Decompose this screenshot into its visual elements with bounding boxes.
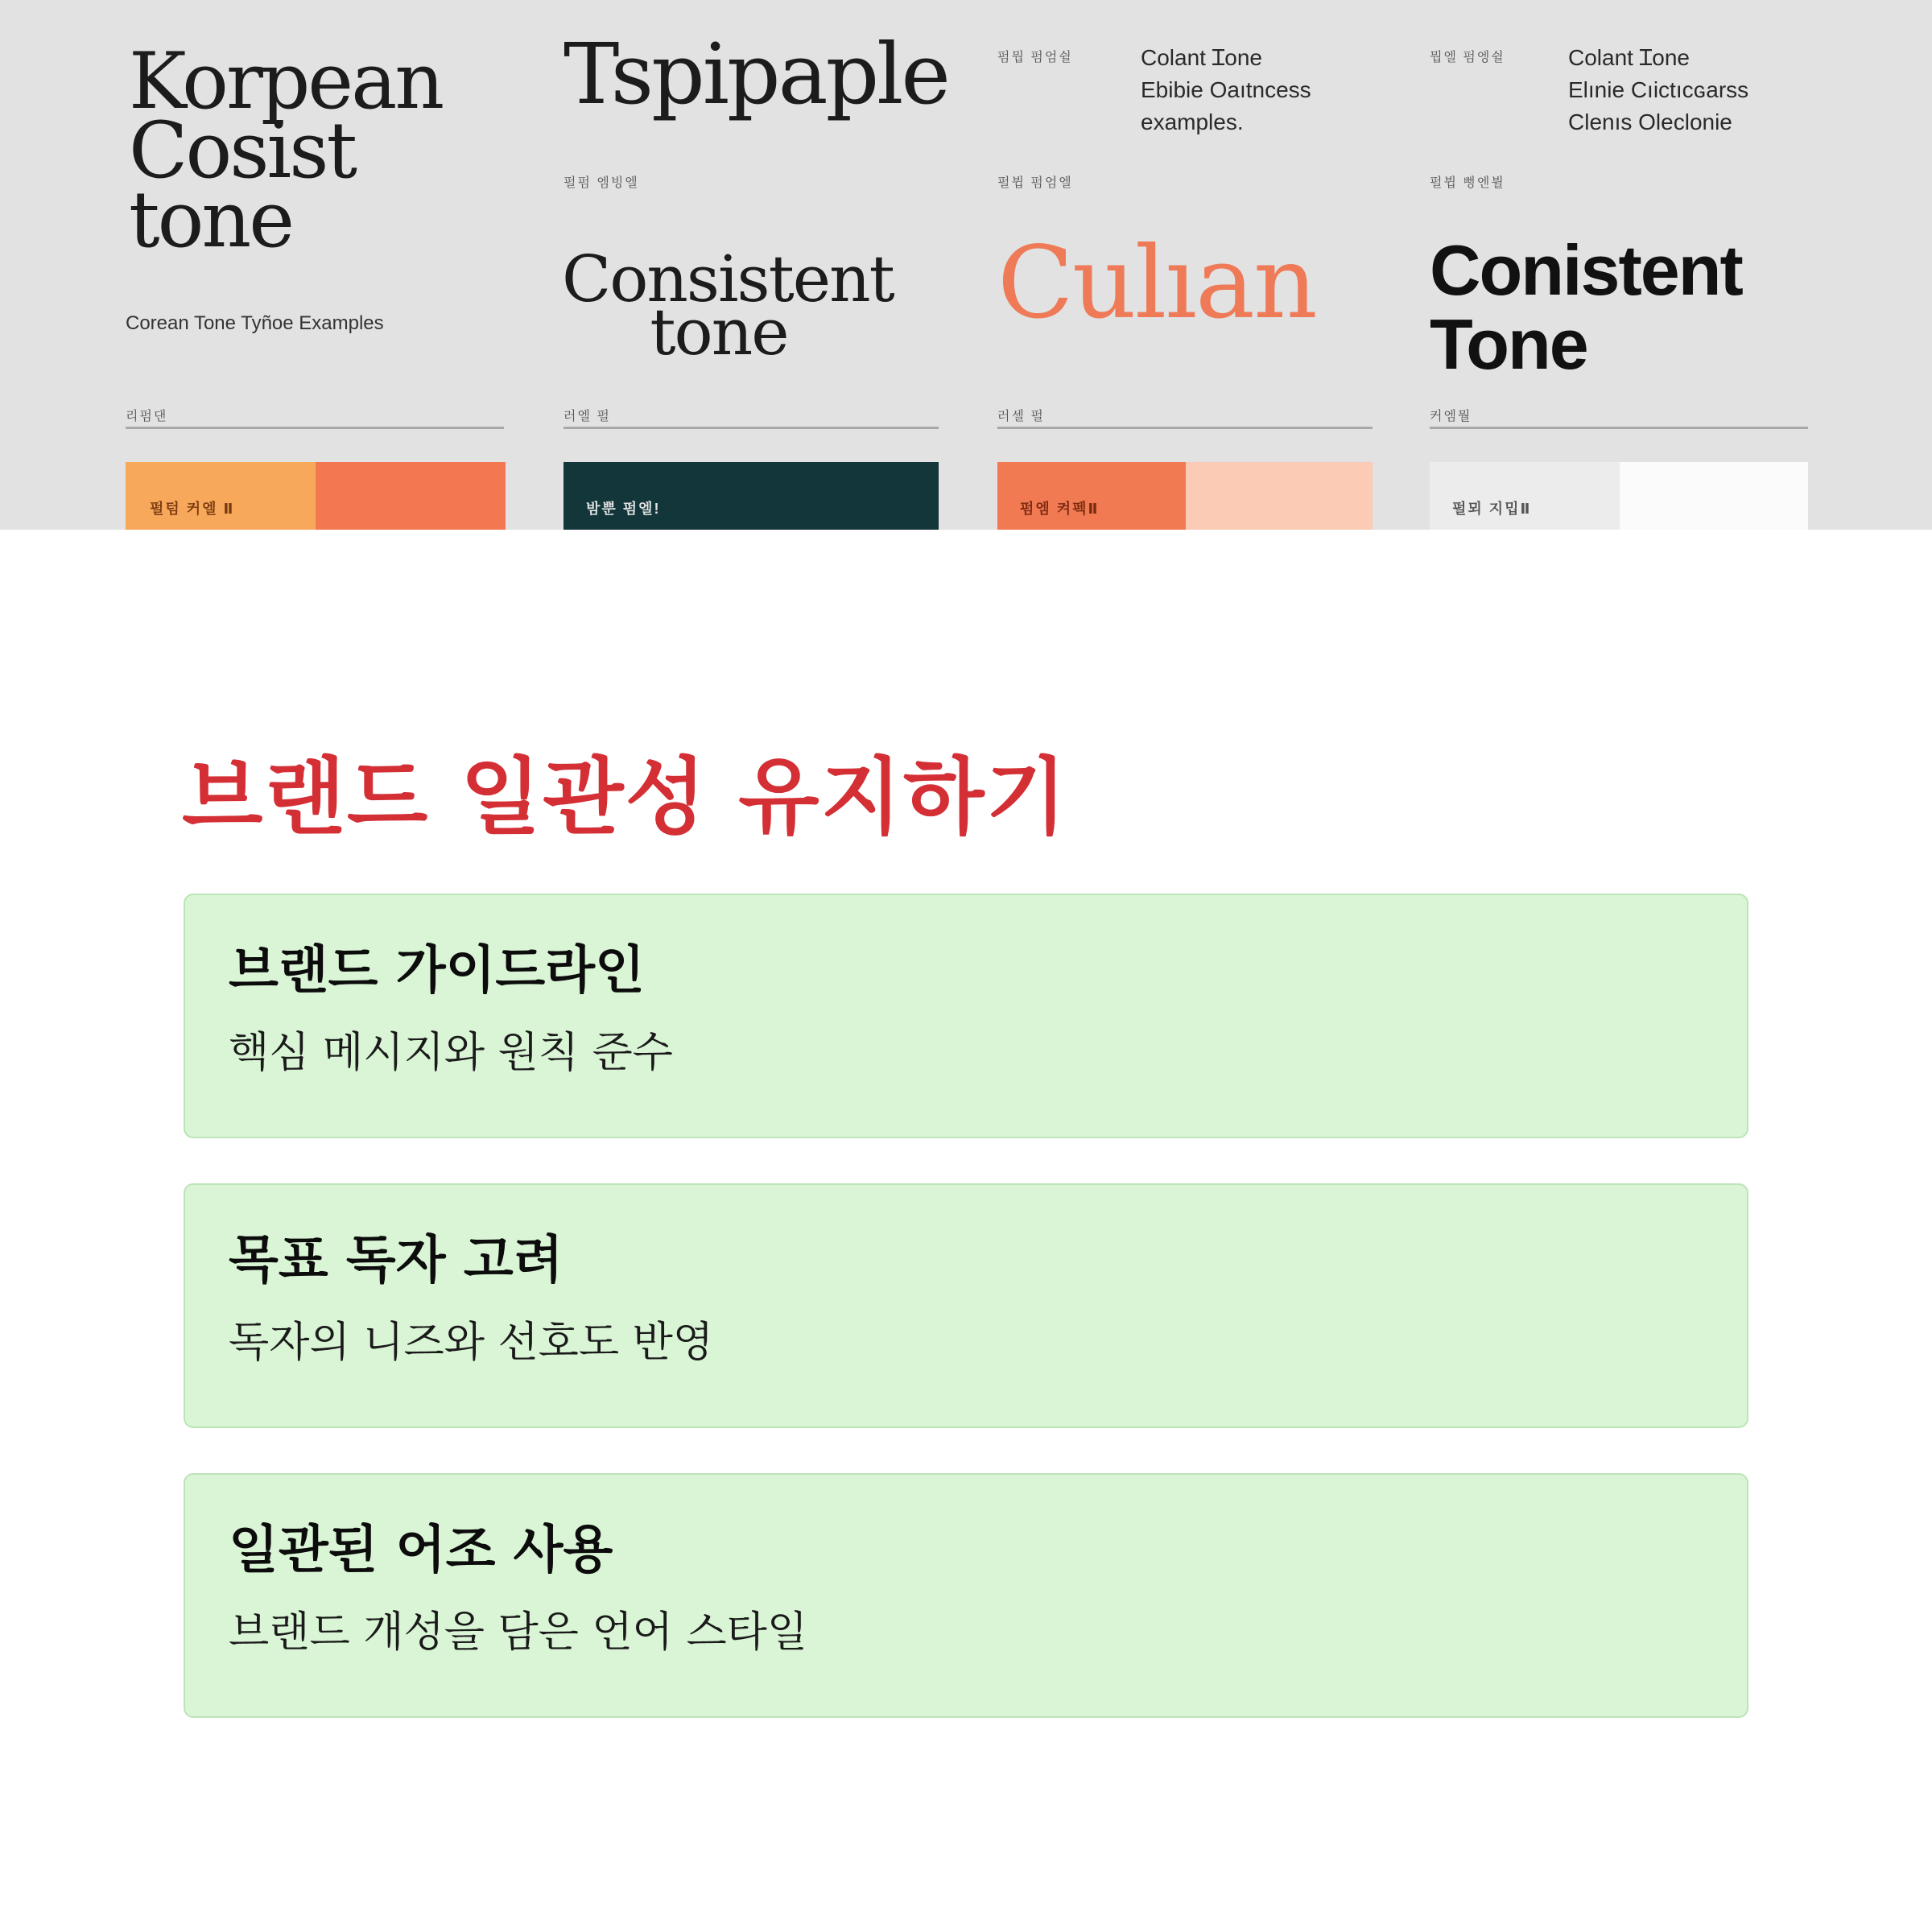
divider — [1430, 427, 1808, 429]
color-swatch-orange — [316, 462, 506, 530]
color-swatch-white — [1620, 462, 1808, 530]
card-description: 독자의 니즈와 선호도 반영 — [229, 1319, 714, 1367]
swatch-label: 펄텀 커엘 Ⅱ — [150, 501, 235, 517]
typography-showcase-image — [0, 0, 1932, 530]
card-title: 브랜드 가이드라인 — [229, 941, 645, 1001]
rule-label: 커엠뭘 — [1430, 410, 1472, 423]
color-swatch-light-gray — [1430, 462, 1620, 530]
serif-title: Korpean Cosist tone — [129, 36, 443, 265]
bold-sample-text: Conistent Tone — [1430, 230, 1742, 384]
orange-sample-word: Culıan — [997, 225, 1316, 341]
top-label: 뭡엘 펌엥쉴 — [1430, 51, 1505, 64]
divider — [997, 427, 1373, 429]
page-title: 브랜드 일관성 유지하기 — [182, 748, 1069, 846]
color-swatch-orange-light — [126, 462, 316, 530]
top-label: 펌뭡 펌엄쉴 — [997, 51, 1073, 64]
sample-column-4 — [1428, 0, 1808, 530]
sample-column-2 — [562, 0, 948, 530]
color-swatch-peach — [1186, 462, 1373, 530]
info-card-target-audience — [184, 1183, 1748, 1428]
card-title: 목표 독자 고려 — [229, 1231, 564, 1290]
card-title: 일관된 어조 사용 — [229, 1521, 613, 1580]
info-card-brand-guidelines — [184, 894, 1748, 1138]
rule-label: 리펌댄 — [126, 410, 168, 423]
info-card-consistent-tone — [184, 1473, 1748, 1718]
small-label: 펄뷥 뻥엔뷜 — [1430, 176, 1505, 190]
color-swatch-coral — [997, 462, 1186, 530]
swatch-label: 밤뿐 펌엘! — [586, 501, 661, 517]
sample-paragraph: Colant Ɪone Elınie Cıictıcɢarss Clenıs Olecloniе — [1568, 45, 1749, 134]
color-swatch-dark-teal — [564, 462, 939, 530]
rule-label: 러엘 펄 — [564, 410, 611, 423]
small-label: 펄펌 엠빙엘 — [564, 176, 639, 190]
card-description: 핵심 메시지와 원칙 준수 — [229, 1029, 673, 1077]
divider — [126, 427, 504, 429]
sample-column-1 — [124, 0, 504, 530]
sample-caption: Corean Tone Tyñoe Examples — [126, 312, 384, 334]
swatch-label: 펌엠 켜펙Ⅱ — [1020, 501, 1100, 517]
small-label: 펄뷥 펌엄엘 — [997, 176, 1073, 190]
serif-sample-text: Consistent tone — [562, 242, 894, 369]
serif-title: Tspipaple — [564, 25, 948, 123]
swatch-label: 펄뫼 지밉Ⅱ — [1452, 501, 1532, 517]
sample-paragraph: Colant Ɪone Ebibie Oaıtncess examples. — [1141, 45, 1311, 134]
card-description: 브랜드 개성을 담은 언어 스타일 — [229, 1608, 808, 1657]
rule-label: 러셀 펄 — [997, 410, 1045, 423]
sample-column-3 — [996, 0, 1371, 530]
divider — [564, 427, 939, 429]
